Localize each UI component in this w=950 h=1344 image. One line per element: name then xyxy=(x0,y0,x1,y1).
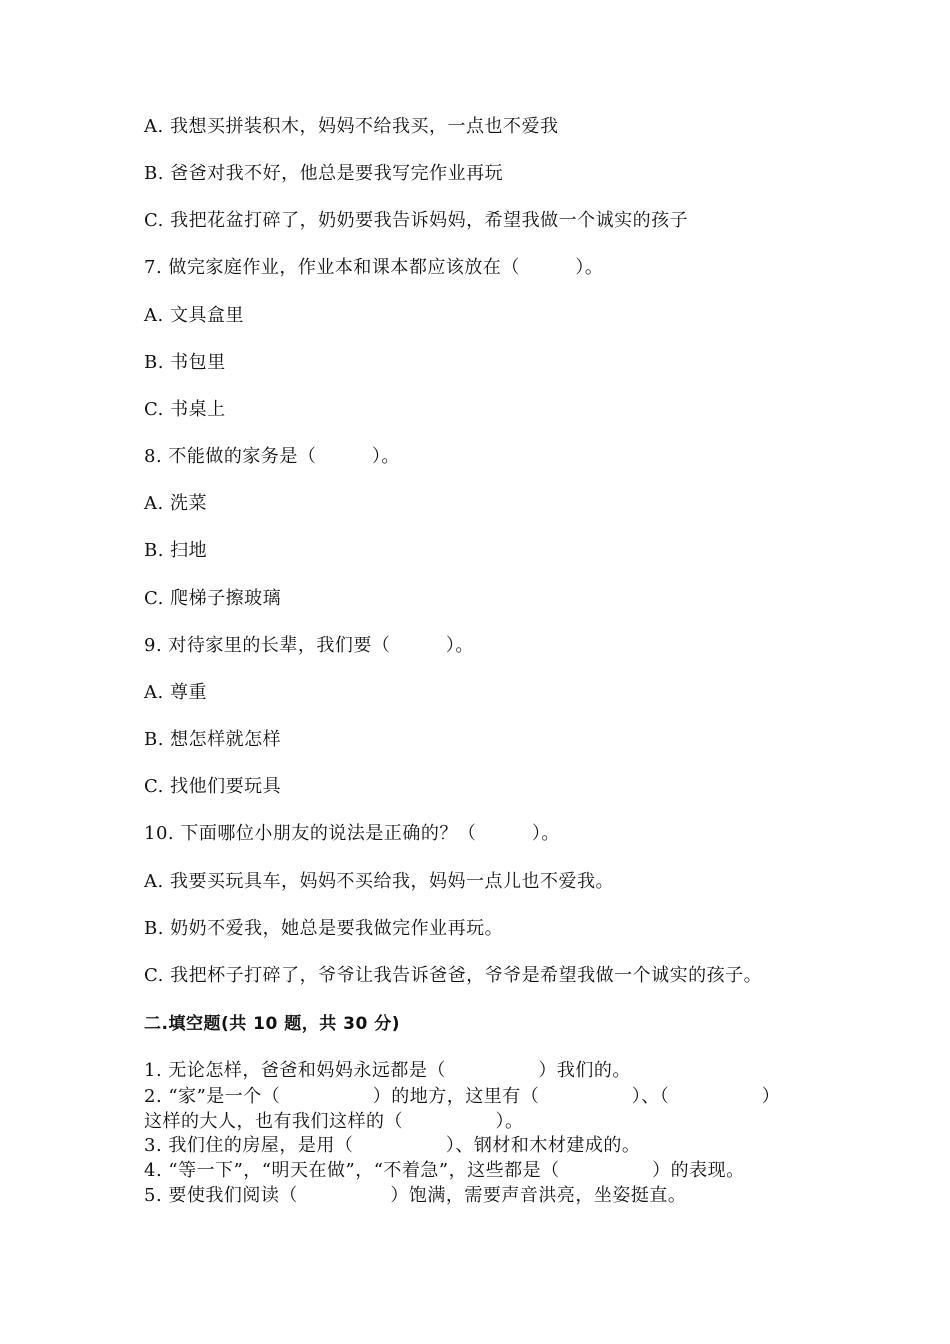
q9-stem: 9. 对待家里的长辈，我们要（ ）。 xyxy=(144,635,474,656)
section-2-title: 二.填空题(共 10 题，共 30 分) xyxy=(144,1014,400,1034)
q7-stem: 7. 做完家庭作业，作业本和课本都应该放在（ ）。 xyxy=(144,257,604,278)
fill-item-1: 1. 无论怎样，爸爸和妈妈永远都是（ ）我们的。 xyxy=(144,1060,631,1081)
q10-option-a: A. 我要买玩具车，妈妈不买给我，妈妈一点儿也不爱我。 xyxy=(144,871,614,892)
q6-option-c: C. 我把花盆打碎了，奶奶要我告诉妈妈，希望我做一个诚实的孩子 xyxy=(144,210,689,231)
q7-option-b: B. 书包里 xyxy=(144,352,226,373)
q8-option-b: B. 扫地 xyxy=(144,540,208,561)
q7-option-a: A. 文具盒里 xyxy=(144,305,244,326)
q10-stem: 10. 下面哪位小朋友的说法是正确的？（ ）。 xyxy=(144,823,560,844)
fill-item-3: 3. 我们住的房屋，是用（ ）、钢材和木材建成的。 xyxy=(144,1135,641,1156)
fill-item-5: 5. 要使我们阅读（ ）饱满，需要声音洪亮，坐姿挺直。 xyxy=(144,1185,687,1206)
fill-item-4: 4. “等一下”，“明天在做”，“不着急”，这些都是（ ）的表现。 xyxy=(144,1160,745,1181)
fill-item-2: 2. “家”是一个（ ）的地方，这里有（ ）、（ ） xyxy=(144,1086,781,1107)
q6-option-b: B. 爸爸对我不好，他总是要我写完作业再玩 xyxy=(144,163,504,184)
q8-stem: 8. 不能做的家务是（ ）。 xyxy=(144,446,400,467)
q8-option-c: C. 爬梯子擦玻璃 xyxy=(144,588,282,609)
q6-option-a: A. 我想买拼装积木，妈妈不给我买，一点也不爱我 xyxy=(144,116,559,137)
q9-option-c: C. 找他们要玩具 xyxy=(144,776,282,797)
q10-option-c: C. 我把杯子打碎了，爷爷让我告诉爸爸，爷爷是希望我做一个诚实的孩子。 xyxy=(144,965,763,986)
q8-option-a: A. 洗菜 xyxy=(144,493,207,514)
fill-item-2-continued: 这样的大人，也有我们这样的（ ）。 xyxy=(144,1111,524,1132)
q7-option-c: C. 书桌上 xyxy=(144,399,226,420)
q10-option-b: B. 奶奶不爱我，她总是要我做完作业再玩。 xyxy=(144,918,504,939)
q9-option-b: B. 想怎样就怎样 xyxy=(144,729,282,750)
q9-option-a: A. 尊重 xyxy=(144,682,207,703)
